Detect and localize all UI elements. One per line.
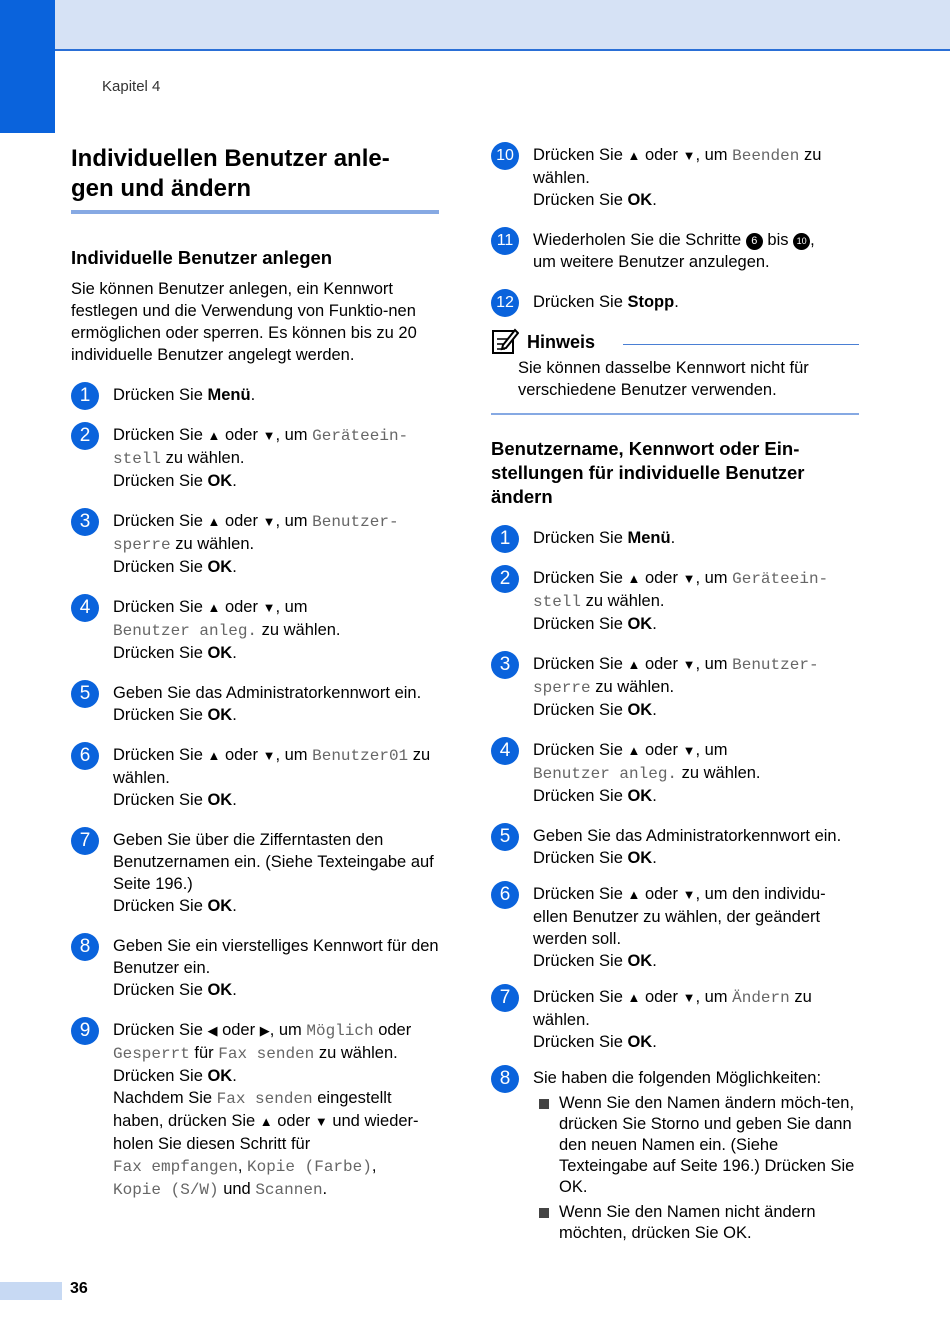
section-heading-2: Benutzername, Kennwort oder Ein-stellungen für individuelle Benutzer ändern	[491, 438, 805, 507]
down-arrow-icon: ▼	[262, 600, 276, 615]
down-arrow-icon: ▼	[682, 657, 696, 672]
up-arrow-icon: ▲	[627, 148, 641, 163]
step-7: 7 Geben Sie über die Zifferntasten den Benutzernamen ein. (Siehe Texteingabe auf Seite 196.) Drücken Sie OK.	[71, 829, 439, 917]
step-number: 8	[491, 1065, 519, 1093]
step-number: 8	[71, 933, 99, 961]
intro-paragraph: Sie können Benutzer anlegen, ein Kennwort festlegen und die Verwendung von Funktio-nen ermöglichen oder sperren. Es können bis zu 20 individuelle Benutzer angelegt werden.	[71, 280, 417, 364]
down-arrow-icon: ▼	[262, 428, 276, 443]
down-arrow-icon: ▼	[682, 148, 696, 163]
left-arrow-icon: ◀	[207, 1023, 218, 1038]
note-header	[491, 327, 859, 357]
up-arrow-icon: ▲	[627, 887, 641, 902]
step-9: 9 Drücken Sie ◀ oder ▶, um Möglich oder Gesperrt für Fax senden zu wählen. Drücken Sie OK. Nachdem Sie Fax senden eingestellt haben, drücken Sie ▲ oder ▼ und wieder-holen Sie diesen Schritt für Fax empfangen, Kopie (Farbe), Kopie (S/W) und Scannen.	[71, 1019, 439, 1201]
down-arrow-icon: ▼	[314, 1114, 328, 1129]
step-number: 1	[491, 525, 519, 553]
up-arrow-icon: ▲	[627, 571, 641, 586]
down-arrow-icon: ▼	[682, 743, 696, 758]
right-column	[491, 144, 859, 1244]
step-number: 6	[491, 881, 519, 909]
note-box	[491, 327, 859, 415]
step-b3: 3 Drücken Sie ▲ oder ▼, um Benutzer-sperre zu wählen. Drücken Sie OK.	[491, 653, 859, 721]
step-number: 5	[491, 823, 519, 851]
step-b6: 6 Drücken Sie ▲ oder ▼, um den individu-ellen Benutzer zu wählen, der geändert werden soll. Drücken Sie OK.	[491, 883, 859, 972]
up-arrow-icon: ▲	[207, 428, 221, 443]
step-number: 3	[491, 651, 519, 679]
left-column	[71, 144, 439, 1201]
page-number: 36	[70, 1280, 88, 1297]
step-b7: 7 Drücken Sie ▲ oder ▼, um Ändern zu wählen. Drücken Sie OK.	[491, 986, 859, 1053]
up-arrow-icon: ▲	[627, 990, 641, 1005]
step-number: 6	[71, 742, 99, 770]
note-text: Sie können dasselbe Kennwort nicht für verschiedene Benutzer verwenden.	[518, 359, 809, 399]
step-number: 12	[491, 289, 519, 317]
bullet-square-icon	[539, 1208, 549, 1218]
down-arrow-icon: ▼	[262, 514, 276, 529]
up-arrow-icon: ▲	[207, 748, 221, 763]
step-4: 4 Drücken Sie ▲ oder ▼, um Benutzer anleg. zu wählen. Drücken Sie OK.	[71, 596, 439, 664]
header-band	[0, 0, 950, 50]
right-arrow-icon: ▶	[259, 1023, 270, 1038]
step-number: 1	[71, 382, 99, 410]
up-arrow-icon: ▲	[627, 657, 641, 672]
step-number: 4	[491, 737, 519, 765]
step-ref-badge: 6	[746, 233, 763, 250]
step-2: 2 Drücken Sie ▲ oder ▼, um Geräteein-stell zu wählen. Drücken Sie OK.	[71, 424, 439, 492]
step-8: 8 Geben Sie ein vierstelliges Kennwort für den Benutzer ein. Drücken Sie OK.	[71, 935, 439, 1001]
step-ref-badge: 10	[793, 233, 810, 250]
step-1: 1 Drücken Sie Menü.	[71, 384, 439, 406]
down-arrow-icon: ▼	[682, 887, 696, 902]
step-12: 12 Drücken Sie Stopp.	[491, 291, 859, 313]
page-title	[71, 144, 439, 204]
header-rule	[55, 49, 950, 51]
footer-band	[0, 1282, 62, 1300]
step-11: 11 Wiederholen Sie die Schritte 6 bis 10 , um weitere Benutzer anzulegen.	[491, 229, 859, 273]
up-arrow-icon: ▲	[207, 600, 221, 615]
bullet-square-icon	[539, 1099, 549, 1109]
note-rule	[623, 344, 859, 345]
up-arrow-icon: ▲	[259, 1114, 273, 1129]
step-number: 7	[71, 827, 99, 855]
step-number: 9	[71, 1017, 99, 1045]
step-number: 2	[71, 422, 99, 450]
up-arrow-icon: ▲	[627, 743, 641, 758]
step-3: 3 Drücken Sie ▲ oder ▼, um Benutzer-sperre zu wählen. Drücken Sie OK.	[71, 510, 439, 578]
step-number: 11	[491, 227, 519, 255]
note-title: Hinweis	[527, 332, 596, 352]
step-b2: 2 Drücken Sie ▲ oder ▼, um Geräteein-stell zu wählen. Drücken Sie OK.	[491, 567, 859, 635]
step-b8: 8 Sie haben die folgenden Möglichkeiten: Wenn Sie den Namen ändern möch-ten, drücken Sie Storno und geben Sie dann den neuen Namen ein. (Siehe Texteingabe auf Seite 196.) Drücken Sie OK. Wenn Sie den Namen nicht ändern möchten, drücken Sie OK.	[491, 1067, 859, 1244]
section-heading: Individuelle Benutzer anlegen	[71, 247, 333, 268]
option-bullet-1: Wenn Sie den Namen ändern möch-ten, drücken Sie Storno und geben Sie dann den neuen Namen ein. (Siehe Texteingabe auf Seite 196.) Drücken Sie OK.	[533, 1093, 859, 1198]
step-number: 10	[491, 142, 519, 170]
step-number: 4	[71, 594, 99, 622]
chapter-label: Kapitel 4	[102, 78, 161, 95]
down-arrow-icon: ▼	[682, 990, 696, 1005]
step-b5: 5 Geben Sie das Administratorkennwort ein. Drücken Sie OK.	[491, 825, 859, 869]
title-rule	[71, 210, 439, 214]
down-arrow-icon: ▼	[262, 748, 276, 763]
step-number: 3	[71, 508, 99, 536]
note-pencil-icon	[491, 327, 519, 355]
page-title-line1: Individuellen Benutzer anle-	[71, 145, 390, 172]
step-number: 2	[491, 565, 519, 593]
page-title-line2: gen und ändern	[71, 175, 251, 202]
option-bullet-2: Wenn Sie den Namen nicht ändern möchten, drücken Sie OK.	[533, 1202, 859, 1244]
step-number: 7	[491, 984, 519, 1012]
down-arrow-icon: ▼	[682, 571, 696, 586]
step-6: 6 Drücken Sie ▲ oder ▼, um Benutzer01 zu wählen. Drücken Sie OK.	[71, 744, 439, 811]
chapter-tab	[0, 0, 55, 133]
up-arrow-icon: ▲	[207, 514, 221, 529]
step-10: 10 Drücken Sie ▲ oder ▼, um Beenden zu wählen. Drücken Sie OK.	[491, 144, 859, 211]
note-bottom-rule	[491, 413, 859, 415]
step-b1: 1 Drücken Sie Menü.	[491, 527, 859, 549]
step-b4: 4 Drücken Sie ▲ oder ▼, um Benutzer anleg. zu wählen. Drücken Sie OK.	[491, 739, 859, 807]
step-5: 5 Geben Sie das Administratorkennwort ein. Drücken Sie OK.	[71, 682, 439, 726]
step-number: 5	[71, 680, 99, 708]
